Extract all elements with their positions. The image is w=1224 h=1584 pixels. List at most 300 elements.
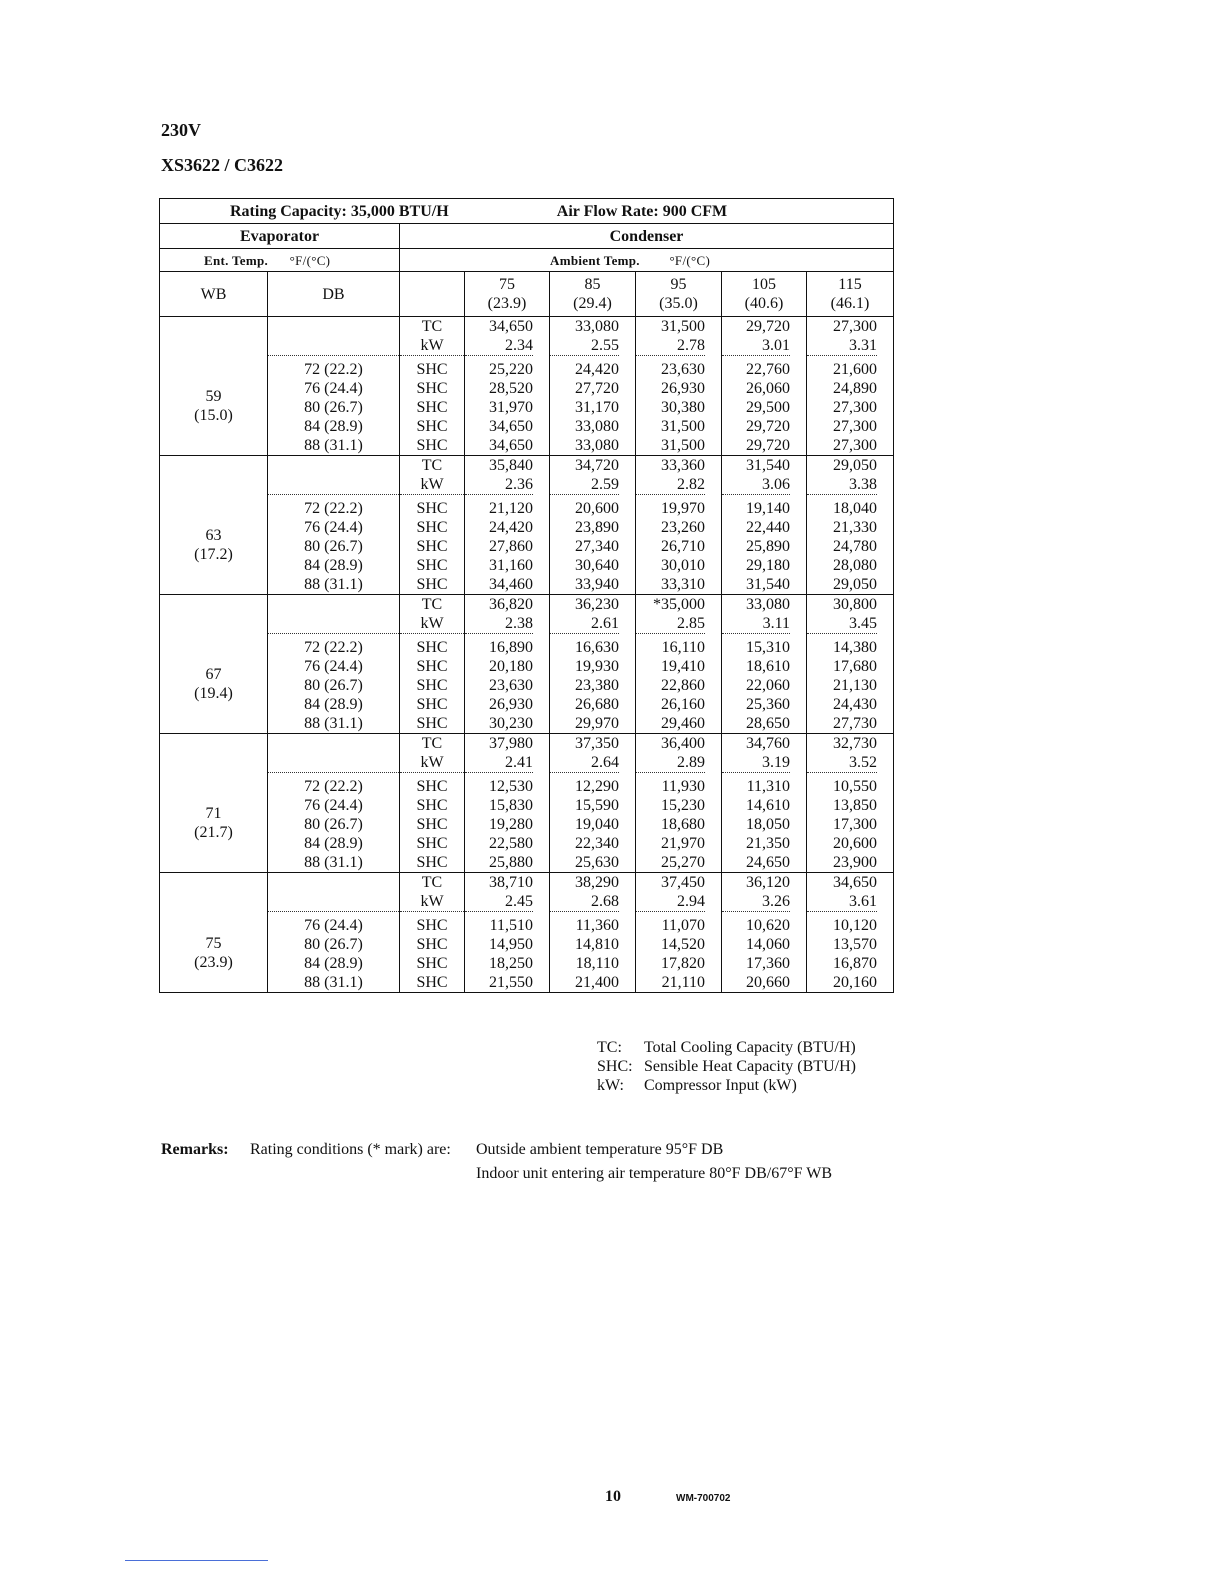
shc-label: SHC [416,696,448,713]
shc-value: 26,160 [661,696,705,713]
col-c: (29.4) [573,295,612,312]
shc-value: 33,940 [575,576,619,593]
shc-value: 24,420 [575,361,619,378]
db-cell [268,456,400,595]
value-cell [550,456,636,595]
shc-value: 34,650 [489,418,533,435]
wb-group-row [160,873,894,993]
db-value: 76 (24.4) [304,917,363,934]
shc-value: 25,360 [746,696,790,713]
shc-value: 12,530 [489,778,533,795]
shc-value: 20,180 [489,658,533,675]
shc-value: 13,570 [833,936,877,953]
voltage-heading: 230V [161,120,201,140]
kw-value: 2.45 [465,892,533,912]
col-c: (40.6) [744,295,784,312]
tc-label: TC [421,318,443,335]
value-cell [722,317,807,456]
document-code: WM-700702 [676,1493,731,1504]
value-cell [550,595,636,734]
kw-value: 2.68 [550,892,619,912]
value-cell [465,317,550,456]
shc-value: 17,820 [661,955,705,972]
rating-capacity: Rating Capacity: 35,000 BTU/H [230,202,449,220]
blank-line [268,753,399,773]
kw-value: 2.85 [636,614,705,634]
shc-value: 29,050 [833,576,877,593]
value-cell [636,456,722,595]
shc-label: SHC [416,816,448,833]
value-cell [636,873,722,993]
legend-desc: Sensible Heat Capacity (BTU/H) [644,1058,856,1075]
value-cell [722,873,807,993]
tc-value: 31,540 [746,457,790,474]
wb-c-value: (15.0) [194,407,233,424]
shc-value: 21,350 [746,835,790,852]
remarks-lead: Rating conditions (* mark) are: [250,1141,451,1158]
shc-value: 16,890 [489,639,533,656]
shc-value: 23,630 [489,677,533,694]
tc-value: 30,800 [833,596,877,613]
shc-value: 14,380 [833,639,877,656]
shc-value: 17,360 [746,955,790,972]
shc-value: 25,270 [661,854,705,871]
shc-value: 21,330 [833,519,877,536]
shc-label: SHC [416,936,448,953]
db-value: 76 (24.4) [304,658,363,675]
shc-value: 10,620 [746,917,790,934]
shc-label: SHC [416,917,448,934]
tc-value: 38,290 [575,874,619,891]
shc-value: 21,130 [833,677,877,694]
db-value: 88 (31.1) [304,576,363,593]
legend-desc: Compressor Input (kW) [644,1077,797,1094]
shc-value: 28,520 [489,380,533,397]
shc-value: 23,890 [575,519,619,536]
shc-value: 27,720 [575,380,619,397]
db-cell [268,317,400,456]
value-cell [465,873,550,993]
shc-value: 21,550 [489,974,533,991]
db-value: 80 (26.7) [304,538,363,555]
value-cell [465,456,550,595]
shc-label: SHC [416,658,448,675]
db-value: 88 (31.1) [304,974,363,991]
db-value: 84 (28.9) [304,696,363,713]
col-f: 85 [584,276,601,293]
db-value: 84 (28.9) [304,557,363,574]
value-cell [550,873,636,993]
shc-value: 11,310 [746,778,790,795]
shc-value: 15,310 [746,639,790,656]
shc-value: 29,970 [575,715,619,732]
tc-value: 27,300 [833,318,877,335]
shc-value: 33,310 [661,576,705,593]
shc-label: SHC [416,955,448,972]
kw-value: 2.59 [550,475,619,495]
ent-temp-unit: °F/(°C) [289,252,331,268]
tc-value: 37,980 [489,735,533,752]
value-cell [636,595,722,734]
shc-value: 29,500 [746,399,790,416]
shc-value: 33,080 [575,437,619,454]
wb-group-row [160,595,894,734]
shc-value: 17,680 [833,658,877,675]
value-cell [465,595,550,734]
db-value: 88 (31.1) [304,715,363,732]
shc-value: 24,430 [833,696,877,713]
shc-value: 15,590 [575,797,619,814]
col-c: (23.9) [487,295,527,312]
db-value: 72 (22.2) [304,639,363,656]
type-cell [400,456,465,595]
footer-rule [125,1560,268,1561]
shc-value: 19,280 [489,816,533,833]
legend-row [597,1038,856,1057]
shc-value: 34,460 [489,576,533,593]
shc-value: 16,870 [833,955,877,972]
kw-value: 3.11 [722,614,790,634]
wb-group-row [160,734,894,873]
value-cell [722,595,807,734]
tc-value: 37,350 [575,735,619,752]
tc-value: 37,450 [661,874,705,891]
shc-value: 25,890 [746,538,790,555]
shc-value: 24,420 [489,519,533,536]
kw-value: 2.78 [636,336,705,356]
shc-value: 27,730 [833,715,877,732]
wb-cell [160,456,268,595]
shc-value: 24,780 [833,538,877,555]
shc-label: SHC [416,576,448,593]
db-value: 76 (24.4) [304,380,363,397]
legend-key: kW: [597,1077,624,1094]
shc-value: 23,380 [575,677,619,694]
shc-value: 18,250 [489,955,533,972]
shc-value: 10,120 [833,917,877,934]
db-value: 84 (28.9) [304,835,363,852]
shc-value: 19,410 [661,658,705,675]
db-value: 72 (22.2) [304,778,363,795]
tc-value: 34,760 [746,735,790,752]
ambient-temp-label: Ambient Temp. [550,252,640,268]
shc-value: 10,550 [833,778,877,795]
shc-label: SHC [416,715,448,732]
shc-value: 16,110 [661,639,705,656]
blank-line [268,475,399,495]
shc-value: 27,300 [833,418,877,435]
tc-value: 34,650 [833,874,877,891]
shc-value: 14,520 [661,936,705,953]
kw-value: 2.64 [550,753,619,773]
db-value: 84 (28.9) [304,418,363,435]
ambient-temp-unit: °F/(°C) [669,252,711,268]
legend [597,1038,856,1095]
shc-value: 21,110 [661,974,705,991]
wb-cell [160,734,268,873]
wb-cell [160,317,268,456]
shc-value: 34,650 [489,437,533,454]
shc-value: 27,860 [489,538,533,555]
blank-line [268,336,399,356]
wb-c-value: (21.7) [194,824,233,841]
legend-row [597,1057,856,1076]
kw-value: 2.55 [550,336,619,356]
shc-value: 18,050 [746,816,790,833]
kw-value: 3.38 [807,475,877,495]
shc-value: 26,680 [575,696,619,713]
shc-label: SHC [416,361,448,378]
remarks-line-1: Outside ambient temperature 95°F DB [476,1141,724,1158]
shc-value: 14,950 [489,936,533,953]
shc-value: 16,630 [575,639,619,656]
shc-value: 27,300 [833,437,877,454]
shc-value: 29,180 [746,557,790,574]
shc-value: 15,830 [489,797,533,814]
shc-label: SHC [416,519,448,536]
shc-value: 24,650 [746,854,790,871]
shc-label: SHC [416,797,448,814]
shc-value: 21,970 [661,835,705,852]
shc-value: 11,510 [489,917,533,934]
shc-value: 19,140 [746,500,790,517]
shc-value: 19,930 [575,658,619,675]
shc-value: 22,860 [661,677,705,694]
tc-label: TC [421,874,443,891]
kw-label: kW [400,614,464,634]
value-cell [465,734,550,873]
performance-table [159,198,894,993]
type-cell [400,734,465,873]
kw-value: 2.34 [465,336,533,356]
type-cell [400,873,465,993]
shc-value: 13,850 [833,797,877,814]
shc-label: SHC [416,778,448,795]
legend-key: TC: [597,1039,622,1056]
wb-c-value: (23.9) [194,953,233,971]
shc-value: 31,970 [489,399,533,416]
col-f: 105 [752,276,776,293]
shc-value: 23,900 [833,854,877,871]
db-value: 84 (28.9) [304,955,363,972]
shc-label: SHC [416,500,448,517]
value-cell [807,317,894,456]
wb-c-value: (17.2) [194,546,233,563]
value-cell [807,456,894,595]
blank-line [268,873,399,892]
shc-value: 27,340 [575,538,619,555]
tc-label: TC [421,735,443,752]
db-value: 76 (24.4) [304,519,363,536]
legend-row [597,1076,856,1095]
kw-value: 2.36 [465,475,533,495]
kw-value: 2.94 [636,892,705,912]
kw-label: kW [400,753,464,773]
col-f: 75 [499,276,515,293]
legend-key: SHC: [597,1058,633,1075]
wb-group-row [160,456,894,595]
shc-label: SHC [416,974,448,991]
model-heading: XS3622 / C3622 [161,155,284,175]
shc-value: 20,600 [575,500,619,517]
tc-value: 34,650 [489,318,533,335]
value-cell [550,317,636,456]
blank-line [268,317,399,336]
shc-value: 20,600 [833,835,877,852]
kw-value: 2.82 [636,475,705,495]
db-value: 76 (24.4) [304,797,363,814]
blank-line [268,892,399,912]
shc-value: 30,640 [575,557,619,574]
tc-value: 29,050 [833,457,877,474]
shc-value: 14,810 [575,936,619,953]
blank-line [268,456,399,475]
shc-label: SHC [416,677,448,694]
db-value: 72 (22.2) [304,500,363,517]
shc-value: 29,460 [661,715,705,732]
tc-value: 36,400 [661,735,705,752]
kw-value: 3.01 [722,336,790,356]
shc-label: SHC [416,418,448,435]
shc-value: 30,380 [661,399,705,416]
blank-line [268,595,399,614]
shc-value: 14,060 [746,936,790,953]
db-value: 88 (31.1) [304,854,363,871]
kw-value: 2.38 [465,614,533,634]
kw-value: 3.06 [722,475,790,495]
kw-value: 3.19 [722,753,790,773]
page-number: 10 [605,1488,621,1505]
value-cell [636,734,722,873]
shc-value: 31,500 [661,418,705,435]
shc-value: 20,160 [833,974,877,991]
shc-label: SHC [416,380,448,397]
tc-value: 31,500 [661,318,705,335]
shc-value: 23,630 [661,361,705,378]
wb-f-value: 75 [205,934,222,952]
tc-label: TC [421,457,443,474]
shc-label: SHC [416,854,448,871]
shc-value: 11,070 [661,917,705,934]
shc-value: 28,650 [746,715,790,732]
value-cell [636,317,722,456]
shc-value: 11,930 [661,778,705,795]
db-cell [268,873,400,993]
shc-value: 28,080 [833,557,877,574]
db-value: 80 (26.7) [304,677,363,694]
shc-value: 19,040 [575,816,619,833]
shc-label: SHC [416,639,448,656]
remarks-label: Remarks: [161,1141,229,1158]
shc-value: 31,160 [489,557,533,574]
tc-label: TC [421,596,443,613]
wb-f-value: 67 [205,666,222,683]
shc-label: SHC [416,557,448,574]
shc-value: 25,630 [575,854,619,871]
kw-label: kW [400,892,464,912]
shc-value: 25,880 [489,854,533,871]
wb-header: WB [160,272,268,317]
col-c: (46.1) [830,295,870,312]
shc-value: 22,440 [746,519,790,536]
blank-line [268,614,399,634]
shc-value: 20,660 [746,974,790,991]
kw-label: kW [400,475,464,495]
legend-desc: Total Cooling Capacity (BTU/H) [644,1039,856,1056]
shc-value: 15,230 [661,797,705,814]
shc-label: SHC [416,538,448,555]
col-c: (35.0) [659,295,698,312]
wb-cell [160,873,268,993]
tc-value: 34,720 [575,457,619,474]
kw-value: 3.45 [807,614,877,634]
tc-value: 32,730 [833,735,877,752]
tc-value: 33,080 [746,596,790,613]
kw-value: 3.26 [722,892,790,912]
tc-value: 33,360 [661,457,705,474]
shc-value: 27,300 [833,399,877,416]
air-flow-rate: Air Flow Rate: 900 CFM [556,202,728,220]
wb-f-value: 63 [205,527,222,544]
kw-value: 2.41 [465,753,533,773]
value-cell [722,456,807,595]
db-value: 88 (31.1) [304,437,363,454]
tc-value: 36,230 [575,596,619,613]
shc-value: 31,170 [575,399,619,416]
wb-c-value: (19.4) [194,685,233,702]
shc-label: SHC [416,835,448,852]
shc-value: 22,340 [575,835,619,852]
evaporator-header: Evaporator [160,224,400,249]
shc-value: 18,040 [833,500,877,517]
shc-value: 22,760 [746,361,790,378]
shc-value: 21,400 [575,974,619,991]
type-cell [400,595,465,734]
shc-value: 24,890 [833,380,877,397]
tc-value: 29,720 [746,318,790,335]
ent-temp-label: Ent. Temp. [204,252,269,268]
shc-value: 18,610 [746,658,790,675]
kw-value: 3.31 [807,336,877,356]
db-cell [268,734,400,873]
wb-cell [160,595,268,734]
tc-value: 38,710 [489,874,533,891]
shc-label: SHC [416,399,448,416]
blank-line [268,734,399,753]
shc-value: 14,610 [746,797,790,814]
kw-label: kW [400,336,464,356]
wb-f-value: 71 [205,805,222,822]
value-cell [550,734,636,873]
db-value: 80 (26.7) [304,816,363,833]
col-f: 95 [670,276,687,293]
value-cell [807,595,894,734]
remarks [161,1138,832,1186]
shc-value: 31,500 [661,437,705,454]
value-cell [807,873,894,993]
shc-label: SHC [416,437,448,454]
tc-value: 36,120 [746,874,790,891]
shc-value: 22,580 [489,835,533,852]
tc-value: 36,820 [489,596,533,613]
shc-value: 18,680 [661,816,705,833]
shc-value: 29,720 [746,437,790,454]
shc-value: 30,230 [489,715,533,732]
shc-value: 33,080 [575,418,619,435]
kw-value: 2.89 [636,753,705,773]
db-value: 72 (22.2) [304,361,363,378]
db-cell [268,595,400,734]
